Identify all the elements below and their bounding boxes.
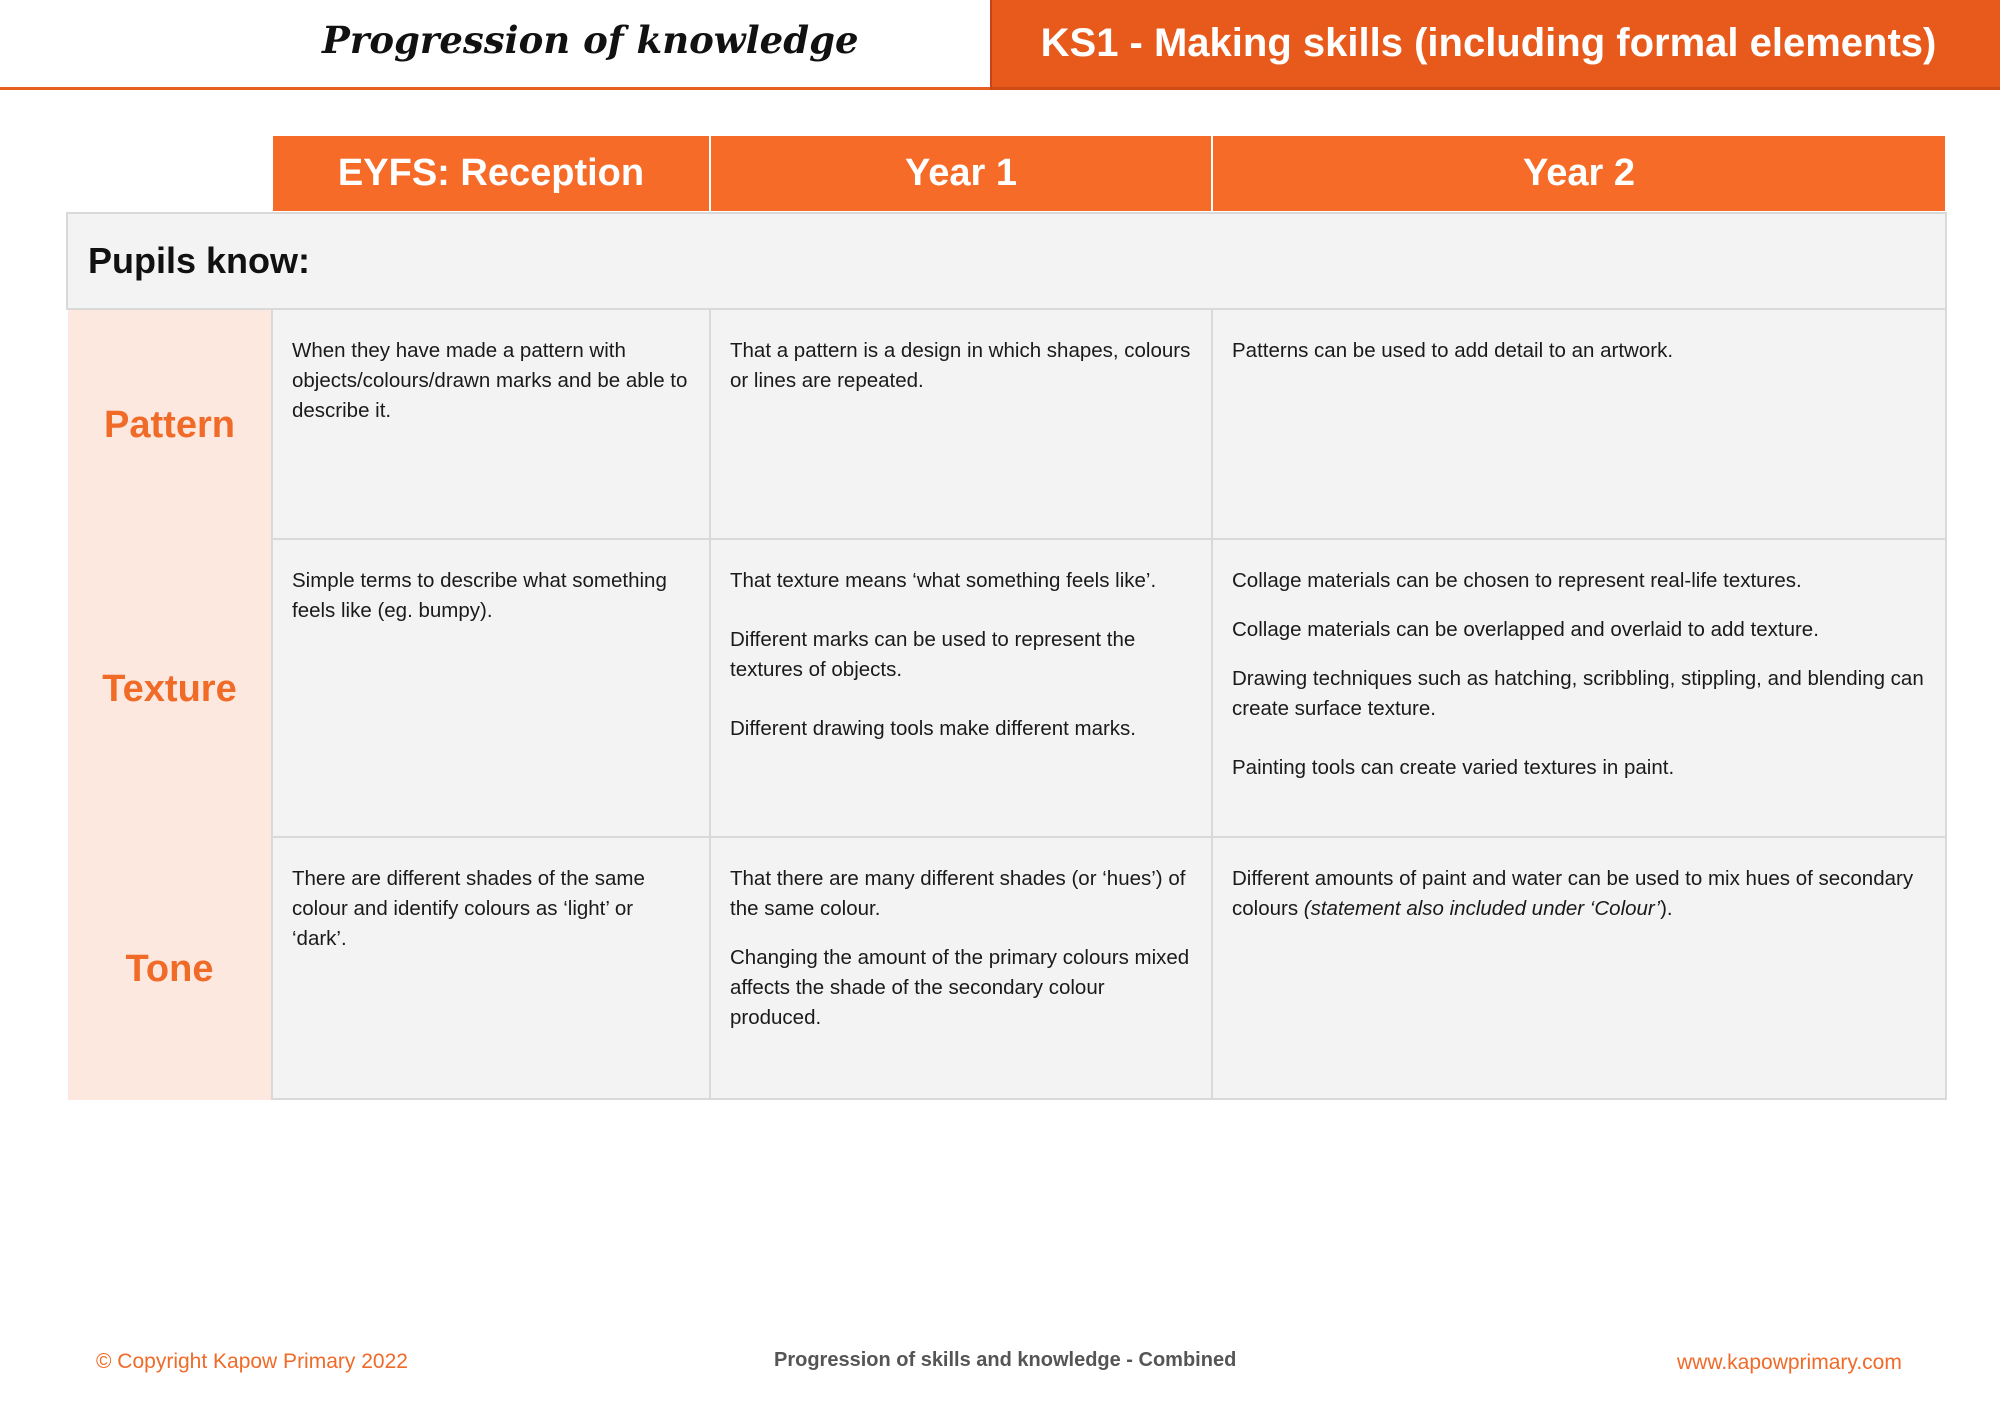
column-header-eyfs: EYFS: Reception bbox=[273, 136, 709, 211]
cell-text: Simple terms to describe what something feels like (eg. bumpy). bbox=[292, 569, 667, 622]
header-left-panel bbox=[0, 0, 990, 90]
cell-text: Changing the amount of the primary colours mixed affects the shade of the secondary colour produced. bbox=[730, 946, 1190, 1029]
cell-text: There are different shades of the same colour and identify colours as ‘light’ or ‘dark’. bbox=[292, 867, 645, 950]
table-cell bbox=[1213, 310, 1947, 540]
row-label-pattern: Pattern bbox=[68, 310, 271, 540]
cell-text-note: (statement also included under ‘Colour’ bbox=[1303, 897, 1661, 920]
cell-text: Patterns can be used to add detail to an artwork. bbox=[1232, 339, 1674, 362]
cell-text-end: ). bbox=[1660, 897, 1673, 920]
cell-text: Collage materials can be chosen to represent real-life textures. bbox=[1232, 569, 1802, 592]
cell-text: Different drawing tools make different marks. bbox=[730, 717, 1137, 740]
page-title: Progression of knowledge bbox=[322, 18, 859, 62]
table-cell bbox=[711, 310, 1213, 540]
cell-text-main: Different amounts of paint and water can be used to mix hues of secondary colours bbox=[1232, 867, 1914, 920]
unit-title: KS1 - Making skills (including formal elements) bbox=[1040, 21, 1937, 65]
cell-text bbox=[1232, 864, 1927, 924]
row-label-tone: Tone bbox=[68, 838, 271, 1100]
table-cell bbox=[271, 838, 711, 1100]
table-cell bbox=[711, 540, 1213, 838]
cell-text: That a pattern is a design in which shapes, colours or lines are repeated. bbox=[730, 339, 1191, 392]
table-cell bbox=[1213, 838, 1947, 1100]
row-label-texture: Texture bbox=[68, 540, 271, 838]
cell-text: Drawing techniques such as hatching, scribbling, stippling, and blending can create surface texture. bbox=[1232, 667, 1924, 720]
cell-text: Painting tools can create varied textures in paint. bbox=[1232, 756, 1675, 779]
cell-text: That texture means ‘what something feels like’. bbox=[730, 569, 1157, 592]
cell-text: That there are many different shades (or ‘hues’) of the same colour. bbox=[730, 867, 1186, 920]
table-cell bbox=[711, 838, 1213, 1100]
column-header-year1: Year 1 bbox=[711, 136, 1211, 211]
column-header-year2: Year 2 bbox=[1213, 136, 1945, 211]
cell-text: Different marks can be used to represent the textures of objects. bbox=[730, 628, 1136, 681]
copyright-text: © Copyright Kapow Primary 2022 bbox=[96, 1350, 408, 1373]
header-right-banner bbox=[990, 0, 2000, 90]
table-cell bbox=[1213, 540, 1947, 838]
table-cell bbox=[271, 540, 711, 838]
cell-text: When they have made a pattern with objects/colours/drawn marks and be able to describe it. bbox=[292, 339, 688, 422]
table-cell bbox=[271, 310, 711, 540]
website-link[interactable]: www.kapowprimary.com bbox=[1677, 1351, 1902, 1374]
section-label: Pupils know: bbox=[66, 212, 1947, 310]
footer-document-title: Progression of skills and knowledge - Combined bbox=[774, 1349, 1237, 1371]
cell-text: Collage materials can be overlapped and overlaid to add texture. bbox=[1232, 618, 1819, 641]
